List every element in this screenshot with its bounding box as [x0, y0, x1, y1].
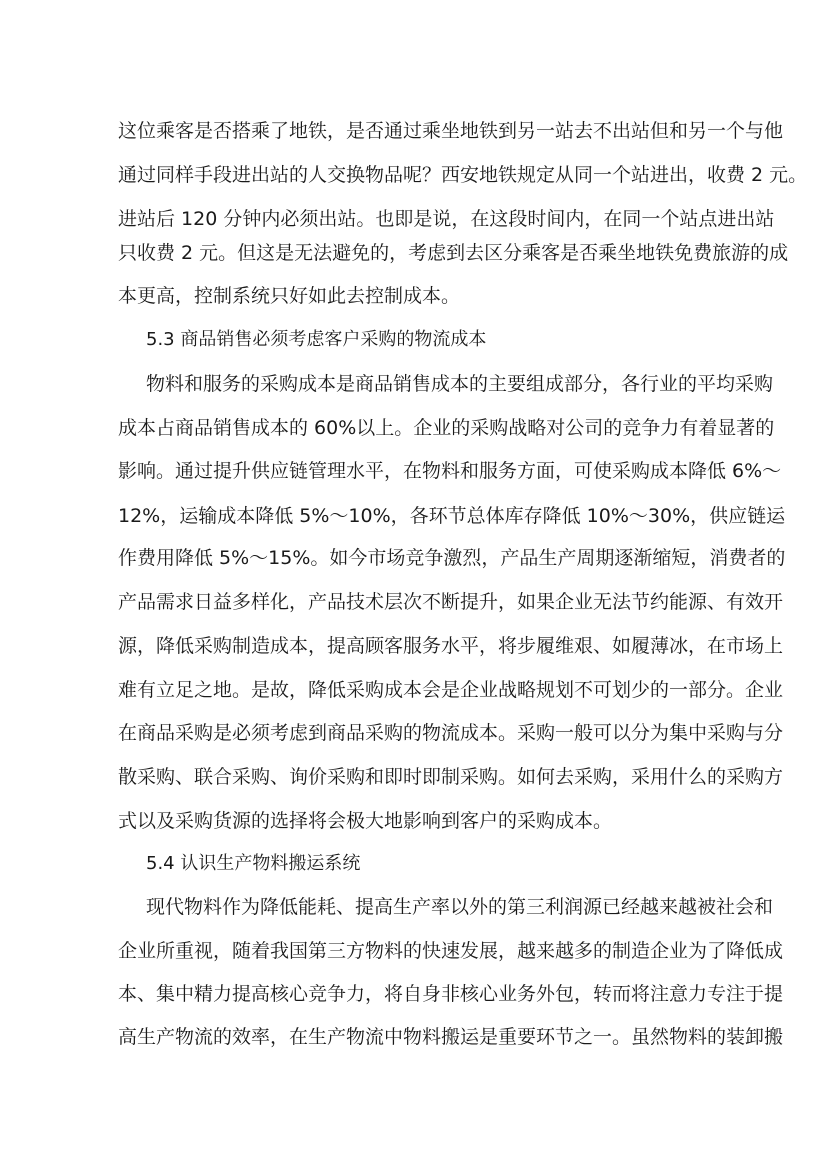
- paragraph-line: 企业所重视，随着我国第三方物料的快速发展，越来越多的制造企业为了降低成: [118, 940, 784, 962]
- paragraph-line: 12%，运输成本降低 5%～10%，各环节总体库存降低 10%～30%，供应链运: [118, 505, 786, 527]
- paragraph-line: 散采购、联合采购、询价采购和即时即制采购。如何去采购，采用什么的采购方: [118, 766, 784, 788]
- paragraph-line: 本、集中精力提高核心竞争力，将自身非核心业务外包，转而将注意力专注于提: [118, 983, 784, 1005]
- paragraph-line: 现代物料作为降低能耗、提高生产率以外的第三利润源已经越来越被社会和: [146, 896, 774, 918]
- section-heading-5-4: 5.4 认识生产物料搬运系统: [146, 853, 361, 874]
- paragraph-line: 这位乘客是否搭乘了地铁，是否通过乘坐地铁到另一站去不出站但和另一个与他: [118, 120, 784, 142]
- paragraph-line: 影响。通过提升供应链管理水平，在物料和服务方面，可使采购成本降低 6%～: [118, 460, 782, 482]
- paragraph-line: 式以及采购货源的选择将会极大地影响到客户的采购成本。: [118, 810, 613, 832]
- paragraph-line: 作费用降低 5%～15%。如今市场竞争激烈，产品生产周期逐渐缩短，消费者的: [118, 547, 786, 569]
- paragraph-line: 物料和服务的采购成本是商品销售成本的主要组成部分，各行业的平均采购: [146, 373, 774, 395]
- paragraph-line: 通过同样手段进出站的人交换物品呢？西安地铁规定从同一个站进出，收费 2 元。: [118, 164, 808, 186]
- paragraph-line: 高生产物流的效率，在生产物流中物料搬运是重要环节之一。虽然物料的装卸搬: [118, 1026, 784, 1048]
- paragraph-line: 在商品采购是必须考虑到商品采购的物流成本。采购一般可以分为集中采购与分: [118, 722, 784, 744]
- paragraph-line: 只收费 2 元。但这是无法避免的，考虑到去区分乘客是否乘坐地铁免费旅游的成: [118, 242, 789, 264]
- section-heading-5-3: 5.3 商品销售必须考虑客户采购的物流成本: [146, 329, 487, 350]
- paragraph-line: 进站后 120 分钟内必须出站。也即是说，在这段时间内，在同一个站点进出站: [118, 208, 775, 230]
- paragraph-line: 本更高，控制系统只好如此去控制成本。: [118, 285, 461, 307]
- paragraph-line: 产品需求日益多样化，产品技术层次不断提升，如果企业无法节约能源、有效开: [118, 591, 784, 613]
- paragraph-line: 源，降低采购制造成本，提高顾客服务水平，将步履维艰、如履薄冰，在市场上: [118, 635, 784, 657]
- paragraph-line: 成本占商品销售成本的 60%以上。企业的采购战略对公司的竞争力有着显著的: [118, 417, 775, 439]
- paragraph-line: 难有立足之地。是故，降低采购成本会是企业战略规划不可划少的一部分。企业: [118, 679, 784, 701]
